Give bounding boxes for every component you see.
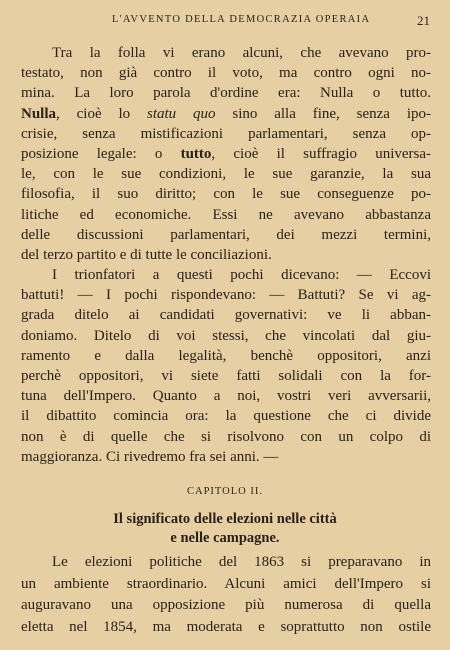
text-run: , cioè il suffragio universa-	[211, 145, 431, 162]
text-line: non è di quelle che si risolvono con un colpo di	[21, 428, 431, 445]
section-title	[0, 510, 450, 548]
bold-word: Nulla	[21, 105, 57, 122]
running-head	[0, 14, 450, 34]
text-line: battuti! — I pochi rispondevano: — Battuti? Se vi ag-	[21, 287, 431, 304]
paragraph	[21, 43, 431, 265]
text-line: testato, non già contro il voto, ma contro ogni no-	[21, 65, 431, 82]
text-run: posizione legale: o	[21, 145, 181, 162]
text-line	[21, 144, 431, 164]
text-line: tuna dell'Impero. Quanto a noi, vostri veri avversarii,	[21, 388, 431, 405]
bold-word: tutto	[180, 145, 212, 162]
text-line: Tra la folla vi erano alcuni, che avevano pro-	[52, 45, 431, 61]
text-run: sino alla fine, senza ipo-	[215, 105, 431, 122]
text-line: auguravano una opposizione più numerosa di quella	[21, 597, 431, 613]
text-line: grada ditelo ai candidati governativi: ve li abban-	[21, 307, 431, 324]
body-text	[21, 43, 431, 467]
text-line: doniamo. Ditelo di voi stessi, che vincolati dal giu-	[21, 327, 431, 344]
paragraph	[21, 552, 431, 638]
text-line: filosofia, il suo diritto; con le sue conseguenze po-	[21, 186, 431, 203]
page-number: 21	[417, 13, 430, 28]
text-line: eletta nel 1854, ma moderata e soprattutto non ostile	[21, 618, 431, 635]
text-line	[21, 104, 431, 124]
chapter-label: CAPITOLO II.	[187, 486, 263, 497]
text-line: crisie, senza mistificazioni parlamentari, senza op-	[21, 125, 431, 142]
text-line: maggioranza. Ci rivedremo fra sei anni. —	[21, 448, 279, 465]
paragraph	[21, 265, 431, 467]
text-line: un ambiente straordinario. Alcuni amici dell'Impero si	[21, 575, 431, 592]
text-line: mina. La loro parola d'ordine era: Nulla o tutto.	[21, 85, 431, 102]
text-line: del terzo partito e di tutte le conciliazioni.	[21, 246, 272, 263]
running-head-title: L'AVVENTO DELLA DEMOCRAZIA OPERAIA	[112, 14, 371, 25]
section-title-line: Il significato delle elezioni nelle città	[113, 511, 337, 527]
text-run: , cioè lo	[56, 105, 147, 122]
text-line: le, con le sue condizioni, le sue garanzie, la sua	[21, 166, 431, 183]
text-line: litiche ed economiche. Essi ne avevano abbastanza	[21, 206, 431, 223]
text-line: Le elezioni politiche del 1863 si preparavano in	[52, 554, 431, 570]
italic-phrase: statu quo	[146, 105, 216, 122]
text-line: perchè oppositori, vi siete fatti solidali con la for-	[21, 368, 431, 384]
text-line: delle discussioni parlamentari, dei mezzi termini,	[21, 226, 431, 243]
text-line: I trionfatori a questi pochi dicevano: — Eccovi	[52, 267, 431, 284]
text-line: ramento e dalla legalità, benchè oppositori, anzi	[21, 347, 431, 364]
body-text	[21, 552, 431, 638]
section-title-line: e nelle campagne.	[170, 530, 280, 546]
text-line: il dibattito comincia ora: la questione che ci divide	[21, 408, 431, 425]
